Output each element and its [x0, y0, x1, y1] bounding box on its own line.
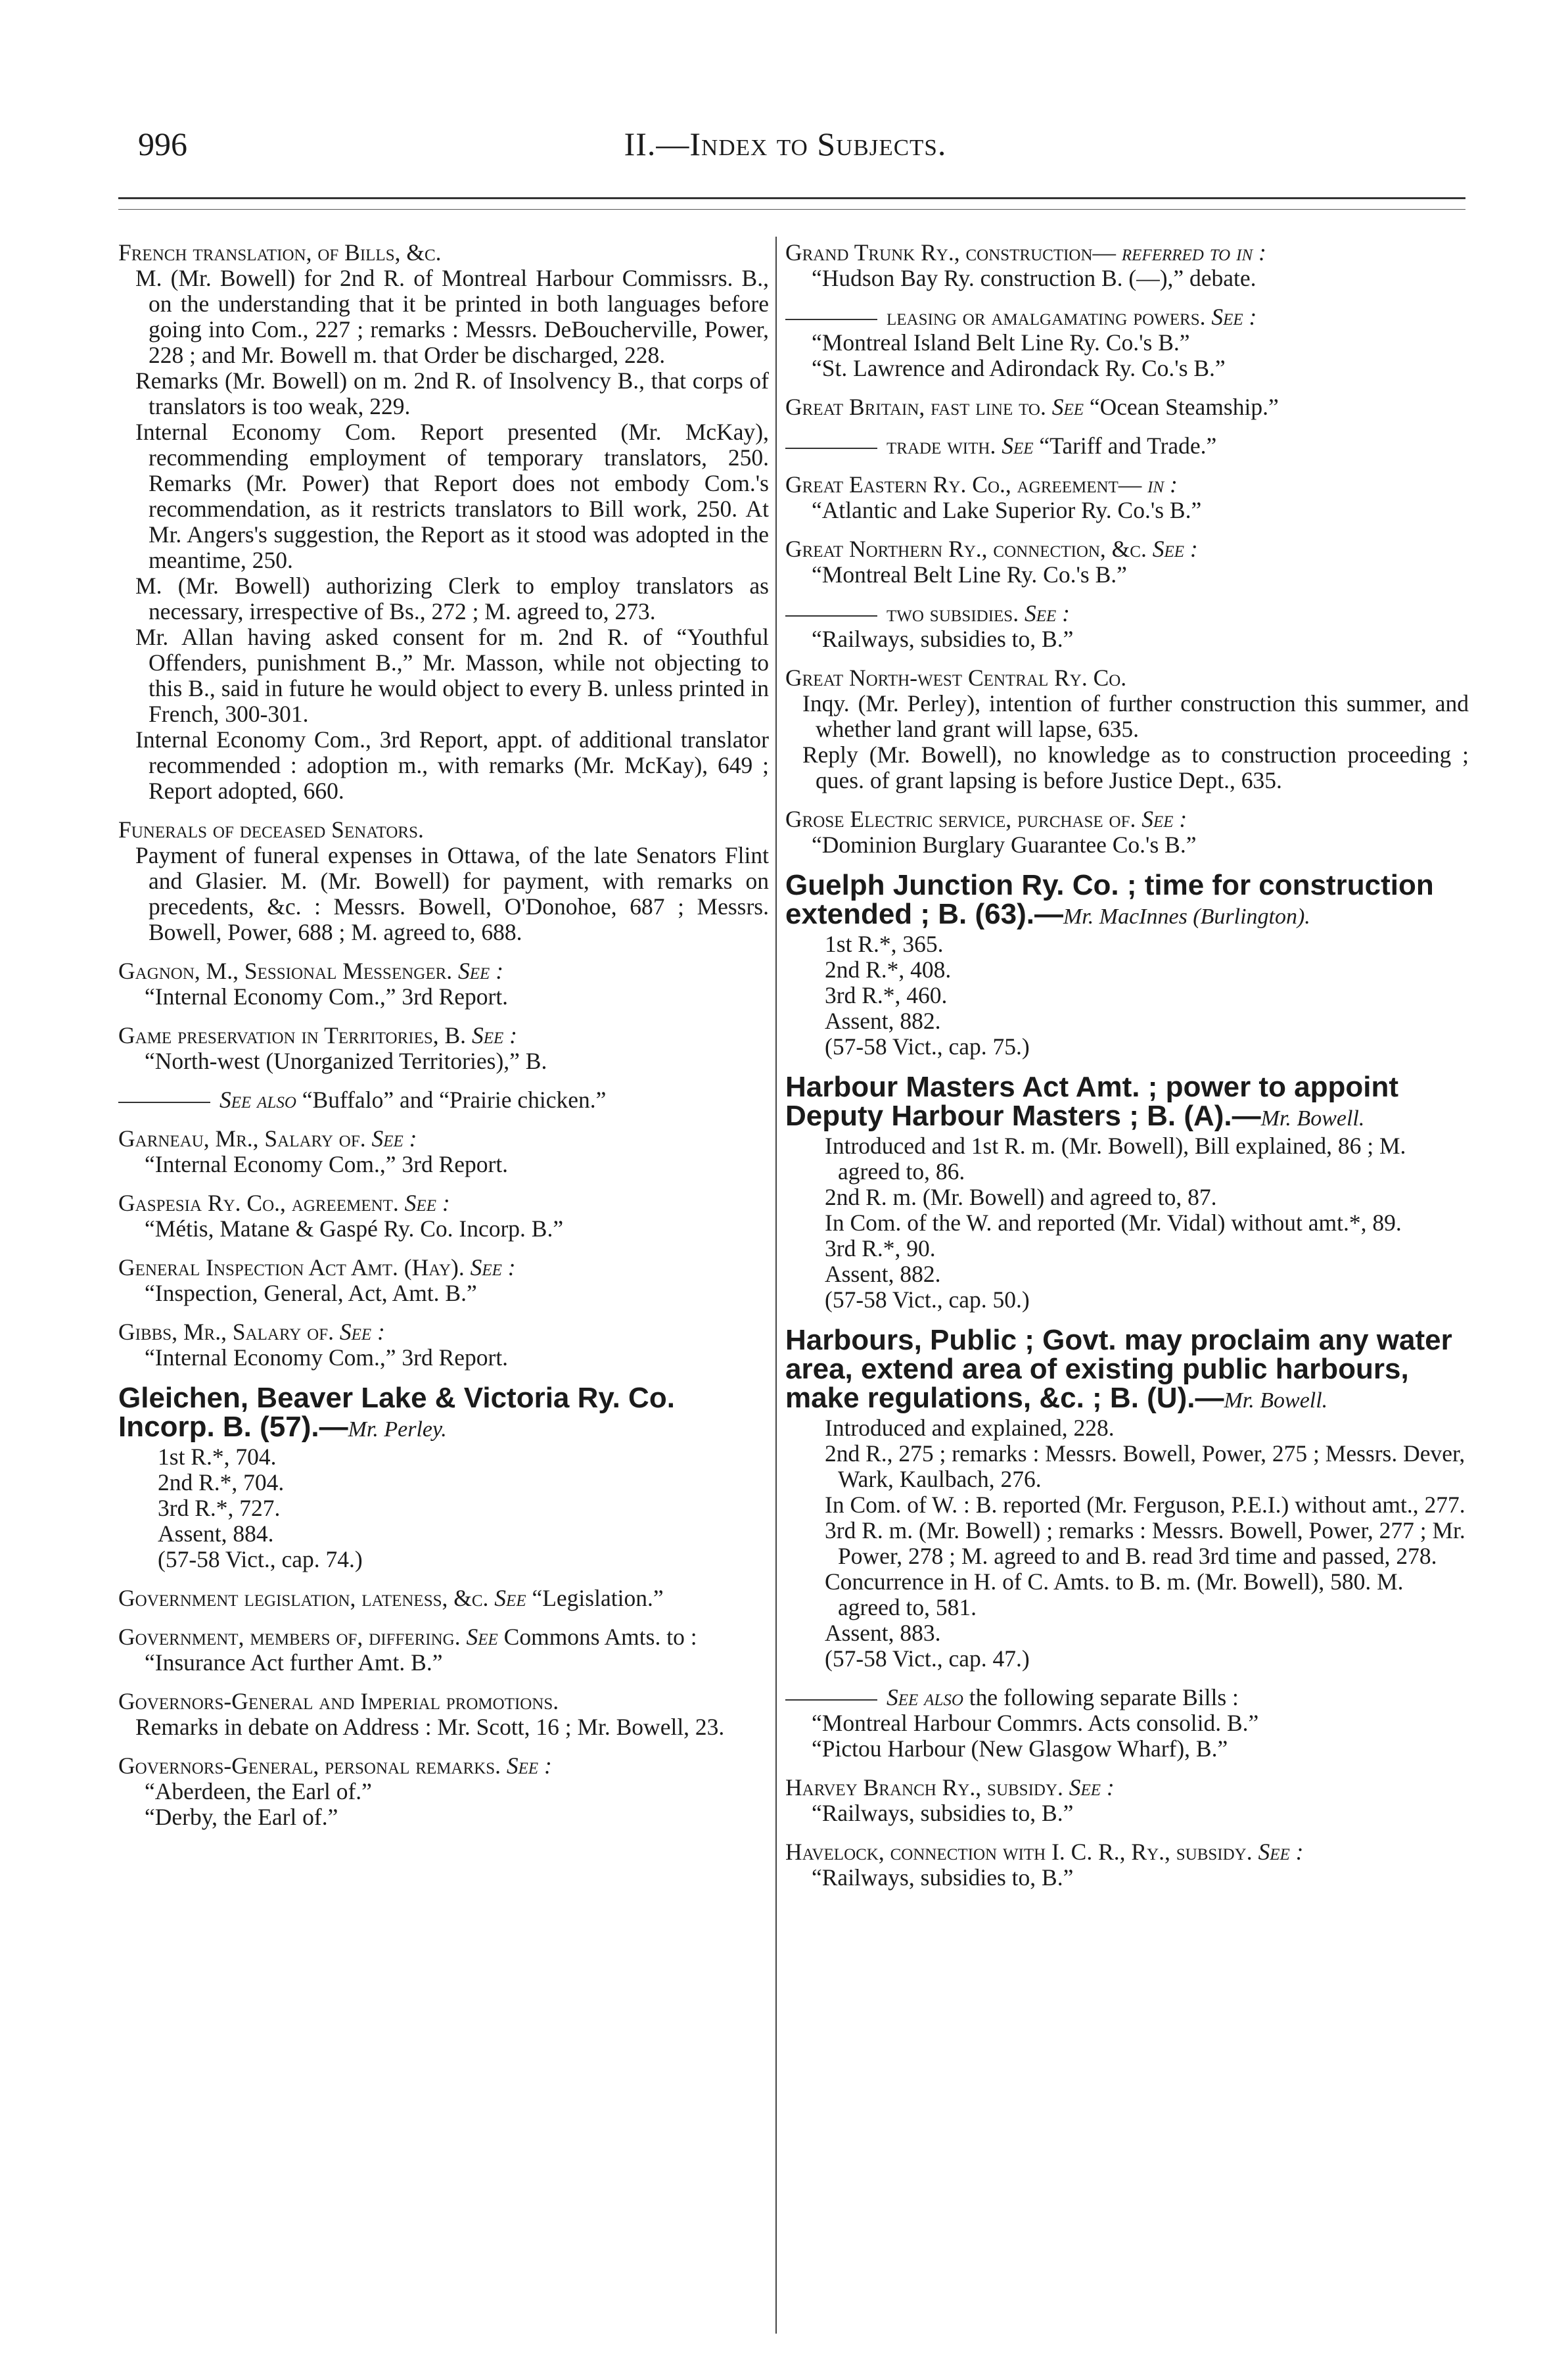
- dash-rule: [785, 319, 877, 320]
- bill-stage: 3rd R.*, 460.: [825, 982, 948, 1008]
- see-reference: See :: [1069, 1774, 1115, 1800]
- bill-stage: (57-58 Vict., cap. 75.): [825, 1033, 1030, 1060]
- cross-reference: “Pictou Harbour (New Glasgow Wharf), B.”: [812, 1735, 1228, 1762]
- see-reference: See :: [471, 1022, 517, 1048]
- see-reference: See :: [371, 1125, 417, 1152]
- entry-heading: Grose Electric service, purchase of. See :: [785, 806, 1188, 832]
- entry-heading: Gibbs, Mr., Salary of. See :: [118, 1319, 385, 1345]
- index-entry: [785, 536, 1469, 588]
- index-entry: [785, 1839, 1469, 1891]
- bill-stage: Introduced and 1st R. m. (Mr. Bowell), Bill explained, 86 ; M. agreed to, 86.: [825, 1133, 1406, 1185]
- bill-stage: 1st R.*, 365.: [825, 931, 944, 957]
- bill-stage: Assent, 882.: [825, 1008, 941, 1034]
- entry-detail: M. (Mr. Bowell) for 2nd R. of Montreal Harbour Commissrs. B., on the understanding that it be printed in both languages before going into Com., 227 ; remarks : Messrs. DeBoucherville, Power, 228 ; and Mr. Bowell m. that Order be discharged, 228.: [135, 265, 769, 368]
- cross-reference: “Dominion Burglary Guarantee Co.'s B.”: [812, 832, 1197, 858]
- bill-mover: Mr. Bowell.: [1260, 1106, 1365, 1131]
- entry-detail: Remarks (Mr. Bowell) on m. 2nd R. of Insolvency B., that corps of translators is too weak, 229.: [135, 367, 769, 419]
- bill-stage: In Com. of the W. and reported (Mr. Vidal) without amt.*, 89.: [825, 1210, 1402, 1236]
- cross-reference: “Internal Economy Com.,” 3rd Report.: [145, 983, 509, 1010]
- entry-heading: Garneau, Mr., Salary of. See :: [118, 1125, 417, 1152]
- bill-stage: 3rd R. m. (Mr. Bowell) ; remarks : Messrs. Bowell, Power, 277 ; Mr. Power, 278 ; M. agreed to and B. read 3rd time and passed, 278.: [825, 1517, 1465, 1569]
- entry-detail: Payment of funeral expenses in Ottawa, of the late Senators Flint and Glasier. M. (Mr. Bowell) for payment, with remarks on precedents, &c. : Messrs. Bowell, O'Donohoe, 687 ; Messrs. Bowell, Power, 688 ; M. agreed to, 688.: [135, 842, 769, 945]
- see-reference: See: [1051, 394, 1090, 420]
- index-entry: [118, 1023, 769, 1074]
- see-reference: See also: [219, 1087, 302, 1113]
- bill-heading: Guelph Junction Ry. Co. ; time for construction extended ; B. (63).—Mr. MacInnes (Burlington).: [785, 869, 1434, 930]
- continuation-heading: [785, 601, 1469, 626]
- bill-mover: Mr. Perley.: [348, 1417, 447, 1442]
- dash-rule: [785, 448, 877, 449]
- see-reference: See :: [470, 1254, 516, 1281]
- entry-heading: Funerals of deceased Senators.: [118, 816, 424, 843]
- index-entry: [785, 1326, 1469, 1672]
- see-reference: referred to in :: [1121, 239, 1266, 266]
- column-divider: [775, 237, 777, 2334]
- bill-stage: Introduced and explained, 228.: [825, 1415, 1115, 1441]
- bill-stage: 3rd R.*, 90.: [825, 1235, 936, 1261]
- cross-reference: “Derby, the Earl of.”: [145, 1804, 338, 1830]
- index-entry: [785, 807, 1469, 858]
- bill-heading: Harbour Masters Act Amt. ; power to appoint Deputy Harbour Masters ; B. (A).—Mr. Bowell.: [785, 1071, 1399, 1132]
- see-reference: See :: [1152, 536, 1198, 562]
- entry-detail: Remarks in debate on Address : Mr. Scott, 16 ; Mr. Bowell, 23.: [135, 1714, 725, 1740]
- entry-detail: Internal Economy Com. Report presented (Mr. McKay), recommending employment of temporary translators, 250. Remarks (Mr. Power) that Report does not embody Com.'s recommendation, as it restricts translators to Bill work, 250. At Mr. Angers's suggestion, the Report as it stood was adopted in the meantime, 250.: [135, 419, 769, 573]
- cross-reference: “Railways, subsidies to, B.”: [812, 1800, 1074, 1826]
- index-entry: [785, 1775, 1469, 1826]
- cross-reference: “Railways, subsidies to, B.”: [812, 1864, 1074, 1891]
- index-entry: [785, 665, 1469, 793]
- see-reference: See :: [404, 1190, 450, 1216]
- index-entry: [118, 1190, 769, 1242]
- cross-reference: “Internal Economy Com.,” 3rd Report.: [145, 1151, 509, 1177]
- reference-text: “Ocean Steamship.”: [1089, 394, 1279, 420]
- index-entry: [118, 1624, 769, 1676]
- dash-rule: [785, 615, 877, 617]
- see-reference: See :: [1141, 806, 1188, 832]
- dash-heading: two subsidies.: [887, 600, 1025, 626]
- entry-heading: Gagnon, M., Sessional Messenger. See :: [118, 958, 504, 984]
- index-entry: [118, 240, 769, 804]
- continuation-heading: [785, 433, 1469, 459]
- index-entry: [118, 1384, 769, 1572]
- index-entry: [118, 1689, 769, 1740]
- index-entry: [118, 958, 769, 1010]
- entry-heading: Game preservation in Territories, B. See :: [118, 1022, 517, 1048]
- dash-rule: [118, 1102, 210, 1103]
- see-reference: See: [494, 1585, 532, 1611]
- cross-reference: “Hudson Bay Ry. construction B. (—),” debate.: [812, 265, 1257, 291]
- bill-stage: Assent, 882.: [825, 1261, 941, 1287]
- bill-stage: Concurrence in H. of C. Amts. to B. m. (Mr. Bowell), 580. M. agreed to, 581.: [825, 1568, 1404, 1620]
- page-header: [138, 125, 1433, 171]
- cross-reference: “Montreal Belt Line Ry. Co.'s B.”: [812, 561, 1127, 588]
- bill-stage: (57-58 Vict., cap. 74.): [158, 1546, 363, 1572]
- see-reference: See :: [1024, 600, 1070, 626]
- entry-heading: Harvey Branch Ry., subsidy. See :: [785, 1774, 1115, 1800]
- bill-stage: 1st R.*, 704.: [158, 1444, 277, 1470]
- entry-heading: Governors-General, personal remarks. See :: [118, 1753, 552, 1779]
- bill-stage: 3rd R.*, 727.: [158, 1495, 281, 1521]
- entry-heading: Great Eastern Ry. Co., agreement— in :: [785, 471, 1178, 498]
- entry-heading: Government, members of, differing. See Commons Amts. to :: [118, 1624, 697, 1650]
- entry-heading: Gaspesia Ry. Co., agreement. See :: [118, 1190, 450, 1216]
- bill-stage: In Com. of W. : B. reported (Mr. Ferguson, P.E.I.) without amt., 277.: [825, 1492, 1465, 1518]
- bill-stage: (57-58 Vict., cap. 50.): [825, 1286, 1030, 1313]
- entry-detail: Internal Economy Com., 3rd Report, appt. of additional translator recommended : adoption m., with remarks (Mr. McKay), 649 ; Report adopted, 660.: [135, 726, 769, 804]
- index-entry: [785, 601, 1469, 652]
- left-column: [118, 240, 769, 2364]
- dash-heading: trade with.: [887, 433, 1002, 459]
- cross-reference: “St. Lawrence and Adirondack Ry. Co.'s B.”: [812, 355, 1226, 381]
- page-title: II.—Index to Subjects.: [624, 126, 947, 162]
- reference-text: “Legislation.”: [532, 1585, 664, 1611]
- entry-detail: Inqy. (Mr. Perley), intention of further construction this summer, and whether land grant will lapse, 635.: [802, 690, 1469, 742]
- entry-heading: Great Northern Ry., connection, &c. See :: [785, 536, 1198, 562]
- entry-heading: Havelock, connection with I. C. R., Ry., subsidy. See :: [785, 1839, 1304, 1865]
- dash-heading: leasing or amalgamating powers.: [887, 304, 1212, 330]
- index-entry: [118, 817, 769, 945]
- entry-heading: Great Britain, fast line to. See “Ocean Steamship.”: [785, 394, 1279, 420]
- reference-text: “Tariff and Trade.”: [1039, 433, 1217, 459]
- entry-heading: General Inspection Act Amt. (Hay). See :: [118, 1254, 516, 1281]
- index-entry: [785, 394, 1469, 420]
- entry-heading: Great North-west Central Ry. Co.: [785, 665, 1127, 691]
- bill-stage: 2nd R.*, 704.: [158, 1469, 285, 1495]
- entry-detail: Reply (Mr. Bowell), no knowledge as to construction proceeding ; ques. of grant lapsing is before Justice Dept., 635.: [802, 741, 1469, 793]
- cross-reference: “Métis, Matane & Gaspé Ry. Co. Incorp. B.”: [145, 1215, 564, 1242]
- bill-mover: Mr. MacInnes (Burlington).: [1063, 905, 1310, 929]
- bill-stage: Assent, 883.: [825, 1620, 941, 1646]
- index-entry: [785, 871, 1469, 1060]
- see-reference: in :: [1147, 471, 1178, 498]
- index-entry: [785, 1073, 1469, 1313]
- see-reference: See: [466, 1624, 504, 1650]
- index-entry: [118, 1586, 769, 1611]
- see-reference: See: [1002, 433, 1040, 459]
- page-number: 996: [138, 126, 187, 162]
- cross-reference: “Inspection, General, Act, Amt. B.”: [145, 1280, 477, 1306]
- cross-reference: “Insurance Act further Amt. B.”: [145, 1649, 443, 1676]
- cross-reference: “Montreal Island Belt Line Ry. Co.'s B.”: [812, 329, 1190, 356]
- see-reference: See :: [339, 1319, 385, 1345]
- bill-heading: Gleichen, Beaver Lake & Victoria Ry. Co. Incorp. B. (57).—Mr. Perley.: [118, 1382, 675, 1443]
- cross-reference: “Railways, subsidies to, B.”: [812, 626, 1074, 652]
- continuation-heading: [785, 1685, 1469, 1710]
- reference-text: “Buffalo” and “Prairie chicken.”: [302, 1087, 607, 1113]
- entry-heading: Governors-General and Imperial promotions.: [118, 1688, 559, 1714]
- index-entry: [785, 472, 1469, 523]
- see-reference: See :: [1258, 1839, 1304, 1865]
- bill-stage: (57-58 Vict., cap. 47.): [825, 1645, 1030, 1672]
- header-rule: [118, 197, 1465, 199]
- bill-heading: Harbours, Public ; Govt. may proclaim any water area, extend area of existing public harbours, make regulations, &c. ; B. (U).—Mr. Bowell.: [785, 1324, 1452, 1414]
- cross-reference: “Atlantic and Lake Superior Ry. Co.'s B.”: [812, 497, 1202, 523]
- bill-stage: Assent, 884.: [158, 1520, 274, 1547]
- see-reference: See :: [1211, 304, 1257, 330]
- cross-reference: “Aberdeen, the Earl of.”: [145, 1778, 372, 1804]
- cross-reference: “Montreal Harbour Commrs. Acts consolid. B.”: [812, 1710, 1259, 1736]
- entry-detail: Mr. Allan having asked consent for m. 2nd R. of “Youthful Offenders, punishment B.,” Mr. Masson, while not objecting to this B., said in future he would object to every B. unless printed in French, 300-301.: [135, 624, 769, 727]
- bill-stage: 2nd R., 275 ; remarks : Messrs. Bowell, Power, 275 ; Messrs. Dever, Wark, Kaulbach, 276.: [825, 1440, 1465, 1492]
- index-entry: [785, 1685, 1469, 1762]
- index-entry: [118, 1255, 769, 1306]
- continuation-heading: [118, 1087, 769, 1113]
- cross-reference: “Internal Economy Com.,” 3rd Report.: [145, 1344, 509, 1371]
- index-entry: [785, 240, 1469, 291]
- index-entry: [785, 433, 1469, 459]
- header-rule-thin: [118, 209, 1465, 210]
- cross-reference: “North-west (Unorganized Territories),” B.: [145, 1048, 547, 1074]
- bill-mover: Mr. Bowell.: [1224, 1388, 1328, 1413]
- entry-heading: Government legislation, lateness, &c. See “Legislation.”: [118, 1585, 664, 1611]
- index-entry: [785, 304, 1469, 381]
- bill-stage: 2nd R.*, 408.: [825, 956, 952, 983]
- entry-detail: M. (Mr. Bowell) authorizing Clerk to employ translators as necessary, irrespective of Bs., 272 ; M. agreed to, 273.: [135, 573, 769, 624]
- entry-heading: French translation, of Bills, &c.: [118, 239, 442, 266]
- bill-stage: 2nd R. m. (Mr. Bowell) and agreed to, 87.: [825, 1184, 1217, 1210]
- continuation-heading: [785, 304, 1469, 330]
- reference-text: Commons Amts. to :: [503, 1624, 697, 1650]
- see-reference: See :: [458, 958, 504, 984]
- dash-rule: [785, 1699, 877, 1701]
- right-column: [785, 240, 1469, 2364]
- see-reference: See :: [506, 1753, 552, 1779]
- index-entry: [118, 1126, 769, 1177]
- entry-heading: Grand Trunk Ry., construction— referred to in :: [785, 239, 1266, 266]
- index-entry: [118, 1319, 769, 1371]
- index-entry: [118, 1753, 769, 1830]
- reference-text: the following separate Bills :: [969, 1684, 1239, 1710]
- see-reference: See also: [887, 1684, 969, 1710]
- index-entry: [118, 1087, 769, 1113]
